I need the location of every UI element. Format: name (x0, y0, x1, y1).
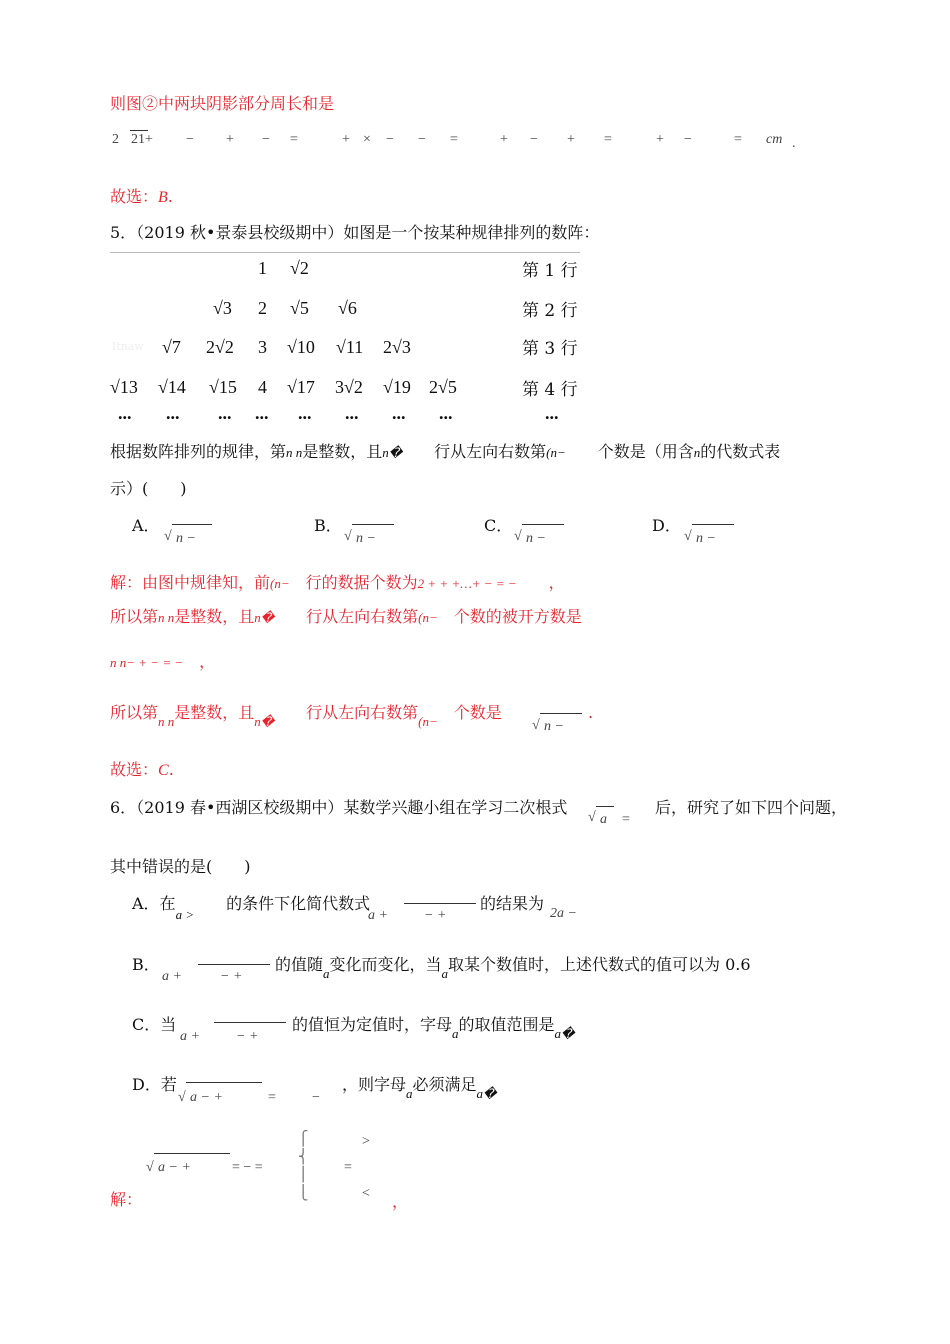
math-fragment: n (693, 445, 701, 460)
text-fragment: 行从左向右数第 (434, 442, 547, 461)
text-fragment: ， (548, 573, 565, 592)
option-a-result: 2a − (550, 906, 577, 921)
matrix-top-rule (110, 252, 580, 253)
text-fragment: 的代数式表 (700, 442, 781, 461)
radical-bar (154, 1153, 230, 1154)
math-fragment: n n (158, 714, 175, 729)
q6-option-d-label[interactable]: D．若 (132, 1075, 177, 1094)
formula-token: − (262, 132, 270, 147)
formula-unit: cm (766, 132, 783, 147)
case-1: > (362, 1134, 370, 1149)
matrix-cell: 1 (258, 258, 267, 278)
matrix-ellipsis: ... (545, 403, 559, 423)
radical-bar (522, 524, 564, 525)
matrix-ellipsis: ... (118, 403, 132, 423)
math-fragment: (n− (546, 445, 566, 460)
math-fragment: 2 + + +…+ − = − (417, 576, 517, 591)
option-c-label[interactable]: C． (484, 516, 513, 535)
math-fragment: a� (476, 1086, 497, 1101)
q6-radicand: a (600, 812, 607, 827)
q5-question-line2: 示）( ) (110, 479, 187, 498)
q5-solution-line4 (110, 703, 502, 729)
formula-token: = (450, 132, 458, 147)
text-fragment: 所以第 (110, 607, 159, 626)
matrix-cell: √13 (110, 377, 138, 397)
q6-option-c-label[interactable]: C．当 (132, 1015, 177, 1034)
text-fragment: ， (199, 652, 216, 671)
matrix-ellipsis: ... (439, 403, 453, 423)
option-d-radical: √ (684, 529, 692, 544)
matrix-cell: √6 (338, 298, 357, 318)
matrix-cell: 4 (258, 377, 267, 397)
math-fragment: (n− (270, 576, 290, 591)
q5-solution-line1 (110, 573, 565, 594)
option-d-radicand: n − (696, 531, 716, 546)
text-fragment: 行从左向右数第 (306, 607, 419, 626)
q5-answer (110, 760, 174, 781)
q6-option-d-text (342, 1075, 497, 1101)
formula-token: 21+ (131, 132, 153, 147)
text-fragment: 变化而变化，当 (329, 955, 442, 974)
matrix-cell: 2 (258, 298, 267, 318)
formula-token: + (567, 132, 575, 147)
option-d-radical: √ (178, 1090, 186, 1105)
answer-label: 故选： (110, 187, 159, 206)
radical-bar (186, 1082, 262, 1083)
formula-token: − (530, 132, 538, 147)
math-fragment: a + (162, 969, 182, 984)
text-fragment: 个数是（用含 (597, 442, 694, 461)
math-fragment: a (323, 966, 330, 981)
option-label: A．在 (132, 894, 176, 913)
matrix-ellipsis: ... (166, 403, 180, 423)
text-fragment: 必须满足 (412, 1075, 477, 1094)
formula-token: 2 (112, 132, 119, 147)
q6-option-b-label[interactable]: B． (132, 955, 160, 974)
q5-solution-line3 (110, 652, 215, 673)
q6-eq: = (622, 812, 630, 827)
math-fragment: − (312, 1090, 320, 1105)
option-a-label[interactable]: A． (132, 516, 160, 535)
answer-label: 故选： (110, 760, 159, 779)
fraction-bar (198, 964, 270, 965)
formula-token: = (290, 132, 298, 147)
row-label: 第 3 行 (522, 339, 578, 359)
math-fragment: a (406, 1086, 413, 1101)
text-fragment: 所以第 (110, 703, 159, 722)
text-fragment: 解：由图中规律知，前 (110, 573, 271, 592)
formula-token: − (684, 132, 692, 147)
formula-token: + (656, 132, 664, 147)
case-2: = (344, 1160, 352, 1175)
math-fragment: n n (286, 445, 303, 460)
option-d-radicand: a − + (190, 1090, 223, 1105)
q6-option-c-text (292, 1015, 575, 1041)
text-fragment: 的取值范围是 (458, 1015, 555, 1034)
answer-value: B (158, 189, 168, 206)
formula-token: + (226, 132, 234, 147)
matrix-cell: √3 (213, 298, 232, 318)
q5-question-line1 (110, 442, 780, 463)
q6-stem: 6．（2019 春•西湖区校级期中）某数学兴趣小组在学习二次根式 (110, 798, 568, 817)
math-fragment: a (441, 966, 449, 981)
text-fragment: 是整数，且 (174, 703, 255, 722)
math-fragment: − + (236, 1029, 259, 1044)
matrix-cell: √17 (287, 377, 315, 397)
math-fragment: a > (175, 907, 195, 922)
formula-period: . (792, 136, 796, 151)
faint-watermark: Itnaw (112, 340, 144, 353)
text-fragment: 行从左向右数第 (306, 703, 419, 722)
row-label: 第 4 行 (522, 380, 578, 400)
matrix-cell: 3 (258, 337, 267, 357)
text-fragment: 取某个数值时，上述代数式的值可以为 0.6 (448, 955, 751, 974)
formula-token: + (500, 132, 508, 147)
matrix-cell: 3√2 (335, 377, 363, 397)
matrix-ellipsis: ... (255, 403, 269, 423)
matrix-cell: √10 (287, 337, 315, 357)
matrix-cell: √7 (162, 337, 181, 357)
math-fragment: (n− (418, 610, 438, 625)
formula-token: − (418, 132, 426, 147)
text-fragment: 的条件下化简代数式 (226, 894, 371, 913)
text-fragment: 的值随 (275, 955, 324, 974)
solution-radicand: a − + (158, 1160, 191, 1175)
math-fragment: − + (220, 969, 243, 984)
formula-token: − (386, 132, 394, 147)
text-fragment: ，则字母 (342, 1075, 407, 1094)
row-label: 第 2 行 (522, 301, 578, 321)
option-b-radical: √ (344, 529, 352, 544)
formula-token: = (734, 132, 742, 147)
option-a-radicand: n − (176, 531, 196, 546)
option-b-label[interactable]: B． (314, 516, 342, 535)
option-b-radicand: n − (356, 531, 376, 546)
formula-token: + (342, 132, 350, 147)
text-fragment: 是整数，且 (302, 442, 383, 461)
matrix-ellipsis: ... (298, 403, 312, 423)
q6-radical: √ (588, 810, 596, 825)
solution-radical: √ (532, 718, 540, 733)
formula-token: × (363, 132, 371, 147)
solution-end: ， (392, 1192, 409, 1211)
math-fragment: a + (368, 908, 388, 923)
prev-answer (110, 187, 173, 208)
q5-solution-line2 (110, 607, 582, 628)
formula-token: − (186, 132, 194, 147)
text-fragment: 行的数据个数为 (305, 573, 418, 592)
answer-end: . (167, 187, 173, 206)
q6-stem-line2: 其中错误的是( ) (110, 857, 251, 876)
formula-token: = (604, 132, 612, 147)
matrix-cell: 2√5 (429, 377, 457, 397)
answer-value: C (158, 762, 169, 779)
radical-bar (172, 524, 212, 525)
text-fragment: 是整数，且 (174, 607, 255, 626)
option-d-label[interactable]: D． (652, 516, 681, 535)
matrix-ellipsis: ... (345, 403, 359, 423)
math-fragment: = (268, 1090, 276, 1105)
math-fragment: a + (180, 1029, 200, 1044)
text-fragment: 的结果为 (480, 894, 545, 913)
solution-end: . (588, 703, 594, 722)
radical-bar (692, 524, 734, 525)
matrix-cell: √15 (209, 377, 237, 397)
math-fragment: = − = (232, 1160, 263, 1175)
matrix-ellipsis: ... (218, 403, 232, 423)
math-fragment: a (452, 1026, 459, 1041)
text-fragment: 的值恒为定值时，字母 (292, 1015, 453, 1034)
math-fragment: − + (424, 908, 447, 923)
text-fragment: 根据数阵排列的规律，第 (110, 442, 287, 461)
q6-option-a[interactable] (132, 894, 371, 922)
q5-stem: 5．（2019 秋•景泰县校级期中）如图是一个按某种规律排列的数阵： (110, 223, 600, 242)
matrix-cell: √2 (290, 258, 309, 278)
math-fragment: n� (254, 714, 275, 729)
radical-bar (540, 713, 582, 714)
prev-solution-line: 则图②中两块阴影部分周长和是 (110, 94, 335, 113)
text-fragment: 个数是 (453, 703, 502, 722)
radical-bar (130, 130, 148, 131)
matrix-cell: √19 (383, 377, 411, 397)
radical-bar (596, 806, 614, 807)
option-c-radical: √ (514, 529, 522, 544)
q6-stem-tail: 后，研究了如下四个问题， (655, 798, 848, 817)
matrix-cell: √14 (158, 377, 186, 397)
matrix-cell: √5 (290, 298, 309, 318)
math-fragment: n n (158, 610, 175, 625)
math-fragment: n n− + − = − (110, 655, 184, 670)
case-brace: ⎧ ⎨ ⎪ ⎩ (298, 1131, 309, 1201)
math-fragment: n� (254, 610, 275, 625)
row-label: 第 1 行 (522, 261, 578, 281)
matrix-cell: √11 (336, 337, 364, 357)
matrix-cell: 2√2 (206, 337, 234, 357)
solution-radicand: n − (544, 719, 564, 734)
case-3: < (362, 1186, 370, 1201)
solution-label: 解： (110, 1190, 143, 1209)
fraction-bar (404, 903, 476, 904)
fraction-bar (214, 1022, 286, 1023)
math-fragment: (n− (418, 714, 438, 729)
matrix-ellipsis: ... (392, 403, 406, 423)
option-c-radicand: n − (526, 531, 546, 546)
solution-radical: √ (146, 1160, 154, 1175)
matrix-cell: 2√3 (383, 337, 411, 357)
math-fragment: n� (382, 445, 403, 460)
option-a-radical: √ (164, 529, 172, 544)
answer-end: . (168, 760, 174, 779)
q6-option-b-text (275, 955, 751, 981)
math-fragment: a� (554, 1026, 575, 1041)
text-fragment: 个数的被开方数是 (453, 607, 582, 626)
radical-bar (352, 524, 394, 525)
